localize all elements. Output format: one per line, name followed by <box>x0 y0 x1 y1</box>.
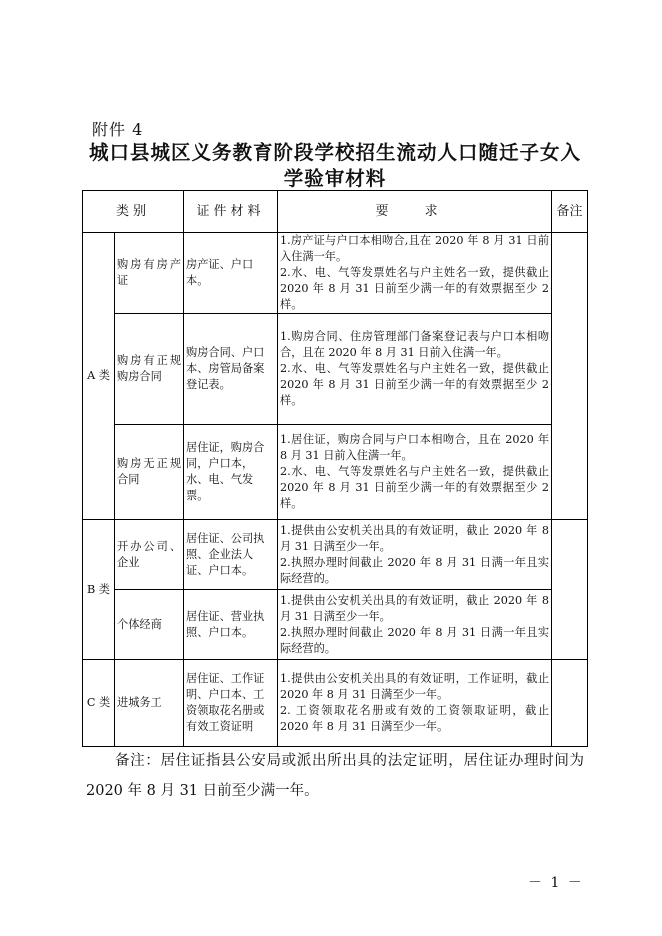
class-b-label: B 类 <box>83 520 115 660</box>
requirement-item: 2.水、电、气等发票姓名与户主姓名一致，提供截止 2020 年 8 月 31 日前至少满一年的有效票据至少 2 样。 <box>280 266 550 311</box>
page-number: － 1 － <box>528 875 584 891</box>
subcategory-cell: 开办公司、企业 <box>115 520 184 590</box>
documents-cell: 购房合同、户口本、房管局备案登记表。 <box>184 314 278 425</box>
class-a-label: A 类 <box>83 233 115 520</box>
requirement-item: 2.执照办理时间截止 2020 年 8 月 31 日满一年且实际经营的。 <box>280 625 550 655</box>
requirements-cell <box>278 314 552 425</box>
header-category: 类别 <box>83 191 184 233</box>
subcategory-cell: 进城务工 <box>115 660 184 747</box>
attachment-label: 附件 4 <box>92 120 144 139</box>
requirement-item: 1.居住证，购房合同与户口本相吻合，且在 2020 年 8 月 31 日前入住满一年。 <box>280 433 550 462</box>
remarks-cell <box>552 520 588 660</box>
table-row <box>83 660 588 747</box>
documents-cell: 居住证，购房合同，户口本，水、电、气发票。 <box>184 425 278 520</box>
requirements-cell <box>278 660 552 747</box>
title-line-2: 学验审材料 <box>283 167 387 190</box>
requirement-item: 2.水、电、气等发票姓名与户主姓名一致，提供截止 2020 年 8 月 31 日前至少满一年的有效票据至少 2 样。 <box>280 362 550 407</box>
requirements-cell <box>278 233 552 314</box>
table-header-row <box>83 191 588 233</box>
table-row <box>83 425 588 520</box>
documents-cell: 居住证、工作证明、户口本、工资领取花名册或有效工资证明 <box>184 660 278 747</box>
remarks-cell <box>552 233 588 520</box>
class-c-label: C 类 <box>83 660 115 747</box>
subcategory-cell: 购房无正规合同 <box>115 425 184 520</box>
table-row <box>83 590 588 660</box>
requirement-item: 2.水、电、气等发票姓名与户主姓名一致，提供截止 2020 年 8 月 31 日前至少满一年的有效票据至少 2 样。 <box>280 465 550 510</box>
table-row <box>83 520 588 590</box>
title-line-1: 城口县城区义务教育阶段学校招生流动人口随迁子女入 <box>88 141 581 164</box>
requirements-cell <box>278 520 552 590</box>
requirement-item: 2.执照办理时间截止 2020 年 8 月 31 日满一年且实际经营的。 <box>280 555 550 585</box>
requirement-item: 1.提供由公安机关出具的有效证明，截止 2020 年 8 月 31 日满至少一年。 <box>280 523 550 553</box>
subcategory-cell: 个体经商 <box>115 590 184 660</box>
header-requirements: 要 求 <box>278 191 552 233</box>
requirements-cell <box>278 425 552 520</box>
header-documents: 证件材料 <box>184 191 278 233</box>
document-title <box>80 140 590 192</box>
requirement-item: 1.房产证与户口本相吻合,且在 2020 年 8 月 31 日前入住满一年。 <box>280 234 550 263</box>
documents-cell: 居住证、营业执照、户口本。 <box>184 590 278 660</box>
table-row <box>83 314 588 425</box>
table-row <box>83 233 588 314</box>
requirement-item: 1.购房合同、住房管理部门备案登记表与户口本相吻合，且在 2020 年 8 月 31 日前入住满一年。 <box>280 330 550 359</box>
footnote: 备注：居住证指县公安局或派出所出具的法定证明，居住证办理时间为 2020 年 8 月 31 日前至少满一年。 <box>86 753 584 799</box>
requirement-item: 1.提供由公安机关出具的有效证明，截止 2020 年 8 月 31 日满至少一年。 <box>280 593 550 623</box>
documents-cell: 房产证、户口本。 <box>184 233 278 314</box>
requirement-item: 1.提供由公安机关出具的有效证明，工作证明，截止 2020 年 8 月 31 日满至少一年。 <box>280 672 550 701</box>
documents-cell: 居住证、公司执照、企业法人证、户口本。 <box>184 520 278 590</box>
materials-table <box>82 190 588 747</box>
remarks-cell <box>552 660 588 747</box>
subcategory-cell: 购房有正规购房合同 <box>115 314 184 425</box>
requirements-cell <box>278 590 552 660</box>
subcategory-cell: 购房有房产证 <box>115 233 184 314</box>
requirement-item: 2. 工资领取花名册或有效的工资领取证明，截止 2020 年 8 月 31 日满至少一年。 <box>280 704 550 733</box>
header-remarks: 备注 <box>552 191 588 233</box>
